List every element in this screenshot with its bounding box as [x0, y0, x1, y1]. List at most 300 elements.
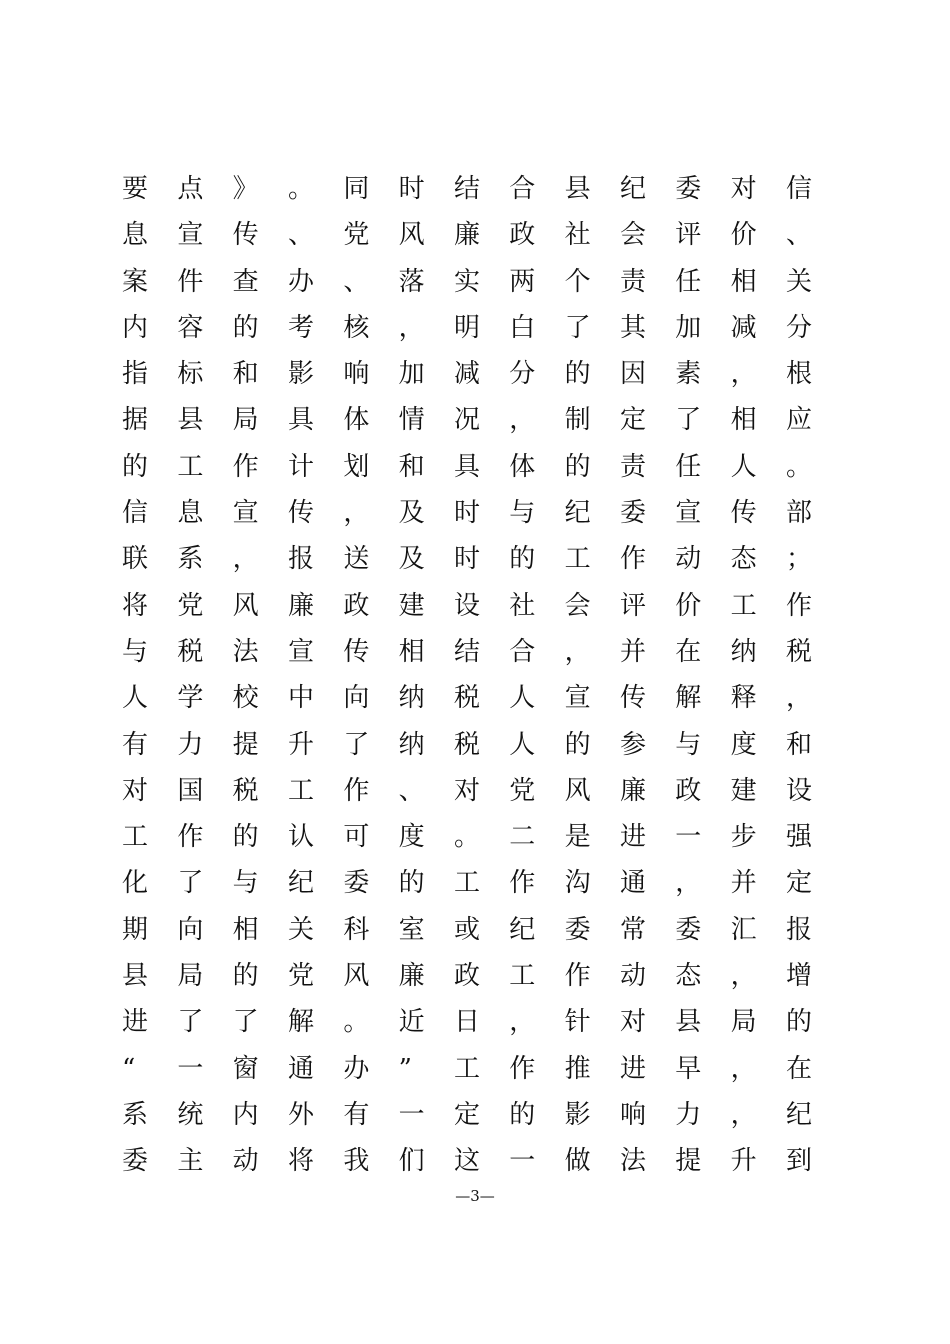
text-line [122, 583, 812, 629]
text-char: 的 [509, 544, 536, 575]
text-char: 党 [343, 220, 370, 251]
text-char: 税 [453, 729, 480, 760]
text-char: 期 [122, 914, 149, 945]
text-char: 针 [564, 1007, 591, 1038]
text-char: 在 [675, 636, 702, 667]
text-char: 二 [509, 822, 536, 853]
text-char: 与 [675, 729, 702, 760]
text-char: 作 [343, 775, 370, 806]
text-char: 对 [122, 775, 149, 806]
text-char: 查 [232, 266, 259, 297]
text-char: ， [730, 1099, 757, 1130]
text-char: 局 [232, 405, 259, 436]
text-char: ， [675, 868, 702, 899]
text-char: 。 [453, 822, 480, 853]
text-char: 提 [232, 729, 259, 760]
text-char: 纳 [730, 636, 757, 667]
text-char: 据 [122, 405, 149, 436]
text-line [122, 860, 812, 906]
text-char: 的 [785, 1007, 812, 1038]
text-char: 与 [509, 498, 536, 529]
text-char: 推 [564, 1053, 591, 1084]
text-char: ， [730, 359, 757, 390]
text-char: 应 [785, 405, 812, 436]
text-char: 个 [564, 266, 591, 297]
text-char: 委 [619, 498, 646, 529]
text-char: 和 [398, 451, 425, 482]
text-char: 的 [564, 729, 591, 760]
text-char: 减 [453, 359, 480, 390]
text-char: 减 [730, 312, 757, 343]
text-char: ， [509, 1007, 536, 1038]
text-char: 校 [232, 683, 259, 714]
text-char: 人 [509, 729, 536, 760]
text-char: 传 [730, 498, 757, 529]
text-char: 局 [730, 1007, 757, 1038]
text-char: 纪 [509, 914, 536, 945]
text-char: 相 [398, 636, 425, 667]
text-char: 作 [785, 590, 812, 621]
text-char: 人 [509, 683, 536, 714]
text-char: 态 [730, 544, 757, 575]
text-char: 报 [287, 544, 314, 575]
text-char: 沟 [564, 868, 591, 899]
text-char: 的 [509, 1099, 536, 1130]
text-char: 县 [122, 961, 149, 992]
text-char: 动 [619, 961, 646, 992]
text-char: 素 [675, 359, 702, 390]
text-char: 加 [675, 312, 702, 343]
text-char: 定 [619, 405, 646, 436]
text-char: 税 [453, 683, 480, 714]
text-char: ， [398, 312, 425, 343]
text-char: 关 [287, 914, 314, 945]
text-char: 到 [785, 1146, 812, 1177]
text-char: 廉 [398, 961, 425, 992]
text-char: 价 [675, 590, 702, 621]
text-char: 将 [287, 1146, 314, 1177]
text-char: 影 [564, 1099, 591, 1130]
text-char: 县 [177, 405, 204, 436]
text-char: 信 [785, 174, 812, 204]
text-char: 学 [177, 683, 204, 714]
text-char: 件 [177, 266, 204, 297]
text-char: 委 [343, 868, 370, 899]
text-char: 时 [453, 498, 480, 529]
text-char: “ [122, 1053, 136, 1084]
text-char: 建 [730, 775, 757, 806]
text-char: 步 [730, 822, 757, 853]
text-char: 党 [287, 961, 314, 992]
text-char: 。 [287, 174, 314, 204]
text-char: 响 [619, 1099, 646, 1130]
text-char: ” [398, 1053, 412, 1084]
text-char: 动 [675, 544, 702, 575]
text-char: 一 [398, 1099, 425, 1130]
text-char: 息 [177, 498, 204, 529]
text-char: 并 [619, 636, 646, 667]
text-char: 风 [232, 590, 259, 621]
text-char: 对 [619, 1007, 646, 1038]
text-char: 通 [287, 1053, 314, 1084]
text-char: 传 [619, 683, 646, 714]
text-char: 及 [398, 498, 425, 529]
text-char: 风 [343, 961, 370, 992]
text-char: 制 [564, 405, 591, 436]
text-char: 工 [453, 868, 480, 899]
text-char: 根 [785, 359, 812, 390]
text-char: 况 [453, 405, 480, 436]
text-char: 委 [564, 914, 591, 945]
text-char: 时 [453, 544, 480, 575]
text-char: 点 [177, 174, 204, 204]
text-char: 实 [453, 266, 480, 297]
text-char: 明 [453, 312, 480, 343]
text-char: 相 [232, 914, 259, 945]
text-char: ， [509, 405, 536, 436]
text-line [122, 1092, 812, 1138]
text-char: 是 [564, 822, 591, 853]
text-char: 风 [398, 220, 425, 251]
text-char: 国 [177, 775, 204, 806]
body-text [122, 166, 812, 1185]
text-char: 汇 [730, 914, 757, 945]
text-char: 动 [232, 1146, 259, 1177]
text-char: 传 [287, 498, 314, 529]
text-char: 工 [564, 544, 591, 575]
text-char: 作 [177, 822, 204, 853]
text-char: 了 [343, 729, 370, 760]
text-char: 其 [619, 312, 646, 343]
text-char: 党 [509, 775, 536, 806]
text-char: 有 [343, 1099, 370, 1130]
text-char: 落 [398, 266, 425, 297]
text-char: 、 [343, 266, 370, 297]
text-char: 时 [398, 174, 425, 204]
text-char: 考 [287, 312, 314, 343]
text-line [122, 305, 812, 351]
text-line [122, 536, 812, 582]
text-char: 的 [564, 451, 591, 482]
text-char: 体 [343, 405, 370, 436]
text-char: 宣 [232, 498, 259, 529]
text-char: 设 [453, 590, 480, 621]
text-char: 力 [675, 1099, 702, 1130]
text-char: ， [232, 544, 259, 575]
text-char: 联 [122, 544, 149, 575]
text-char: 认 [287, 822, 314, 853]
text-line [122, 953, 812, 999]
text-char: 评 [675, 220, 702, 251]
text-char: 县 [564, 174, 591, 204]
text-char: 人 [730, 451, 757, 482]
text-char: 廉 [619, 775, 646, 806]
text-char: 作 [509, 868, 536, 899]
text-char: 划 [343, 451, 370, 482]
text-char: 同 [343, 174, 370, 204]
text-char: 结 [453, 636, 480, 667]
text-char: 并 [730, 868, 757, 899]
text-char: 相 [730, 405, 757, 436]
text-char: 纪 [287, 868, 314, 899]
text-char: 一 [509, 1146, 536, 1177]
text-char: 指 [122, 359, 149, 390]
text-line [122, 1046, 812, 1092]
text-char: 定 [785, 868, 812, 899]
text-char: 局 [177, 961, 204, 992]
text-char: 向 [177, 914, 204, 945]
text-char: 系 [177, 544, 204, 575]
text-char: 分 [785, 312, 812, 343]
text-char: 政 [675, 775, 702, 806]
text-char: 室 [398, 914, 425, 945]
text-char: 内 [122, 312, 149, 343]
text-char: 了 [564, 312, 591, 343]
text-char: ， [730, 1053, 757, 1084]
text-char: 。 [343, 1007, 370, 1038]
text-char: 作 [564, 961, 591, 992]
text-char: 价 [730, 220, 757, 251]
text-char: 态 [675, 961, 702, 992]
text-char: ， [785, 683, 812, 714]
text-char: 税 [785, 636, 812, 667]
text-char: 影 [287, 359, 314, 390]
text-char: 宣 [564, 683, 591, 714]
text-char: 纪 [785, 1099, 812, 1130]
text-char: 及 [398, 544, 425, 575]
text-char: 工 [287, 775, 314, 806]
text-char: 相 [730, 266, 757, 297]
text-char: ， [730, 961, 757, 992]
text-char: 纳 [398, 729, 425, 760]
text-char: 息 [122, 220, 149, 251]
text-char: 任 [675, 451, 702, 482]
text-char: 委 [675, 174, 702, 204]
text-char: 社 [564, 220, 591, 251]
text-char: 增 [785, 961, 812, 992]
text-char: 进 [619, 822, 646, 853]
text-char: 外 [287, 1099, 314, 1130]
text-char: 了 [177, 868, 204, 899]
text-char: 升 [730, 1146, 757, 1177]
text-line [122, 397, 812, 443]
text-char: 进 [619, 1053, 646, 1084]
text-line [122, 814, 812, 860]
text-char: 日 [453, 1007, 480, 1038]
text-line [122, 351, 812, 397]
text-char: 窗 [232, 1053, 259, 1084]
text-char: 解 [287, 1007, 314, 1038]
text-char: 工 [453, 1053, 480, 1084]
text-char: 县 [675, 1007, 702, 1038]
text-char: 任 [675, 266, 702, 297]
text-char: 廉 [287, 590, 314, 621]
text-char: 统 [177, 1099, 204, 1130]
text-char: 税 [232, 775, 259, 806]
text-char: 办 [287, 266, 314, 297]
text-char: 和 [232, 359, 259, 390]
text-char: 工 [730, 590, 757, 621]
text-char: 责 [619, 266, 646, 297]
text-char: 可 [343, 822, 370, 853]
text-char: ， [343, 498, 370, 529]
text-char: 党 [177, 590, 204, 621]
text-line [122, 1138, 812, 1184]
text-char: 社 [509, 590, 536, 621]
text-char: 要 [122, 174, 149, 204]
text-line [122, 675, 812, 721]
text-char: 办 [343, 1053, 370, 1084]
text-char: 度 [730, 729, 757, 760]
text-char: 我 [343, 1146, 370, 1177]
text-char: 通 [619, 868, 646, 899]
text-char: 的 [232, 312, 259, 343]
text-line [122, 490, 812, 536]
text-char: 响 [343, 359, 370, 390]
text-char: 加 [398, 359, 425, 390]
text-char: 关 [785, 266, 812, 297]
text-char: 法 [619, 1146, 646, 1177]
text-char: 因 [619, 359, 646, 390]
text-char: 建 [398, 590, 425, 621]
text-char: 的 [564, 359, 591, 390]
text-char: 纪 [564, 498, 591, 529]
text-char: 化 [122, 868, 149, 899]
text-char: 政 [509, 220, 536, 251]
text-char: 力 [177, 729, 204, 760]
text-char: 纳 [398, 683, 425, 714]
text-char: 、 [785, 220, 812, 251]
text-char: 了 [177, 1007, 204, 1038]
text-char: 信 [122, 498, 149, 529]
text-char: 案 [122, 266, 149, 297]
text-char: 分 [509, 359, 536, 390]
text-char: 对 [730, 174, 757, 204]
text-char: 标 [177, 359, 204, 390]
text-line [122, 722, 812, 768]
text-char: 对 [453, 775, 480, 806]
text-char: 工 [177, 451, 204, 482]
text-char: 评 [619, 590, 646, 621]
text-char: 的 [398, 868, 425, 899]
text-char: 一 [675, 822, 702, 853]
text-char: 这 [453, 1146, 480, 1177]
text-char: 传 [343, 636, 370, 667]
text-char: 情 [398, 405, 425, 436]
text-char: 系 [122, 1099, 149, 1130]
text-char: 税 [177, 636, 204, 667]
text-char: 作 [509, 1053, 536, 1084]
text-char: 计 [287, 451, 314, 482]
text-char: 工 [122, 822, 149, 853]
text-char: 政 [343, 590, 370, 621]
text-char: 》 [232, 174, 259, 204]
text-char: 的 [232, 961, 259, 992]
text-char: 释 [730, 683, 757, 714]
text-char: 结 [453, 174, 480, 204]
text-char: 参 [619, 729, 646, 760]
text-line [122, 444, 812, 490]
text-char: 了 [232, 1007, 259, 1038]
text-char: 们 [398, 1146, 425, 1177]
text-char: 委 [675, 914, 702, 945]
text-char: 、 [287, 220, 314, 251]
text-char: 具 [453, 451, 480, 482]
text-char: 传 [232, 220, 259, 251]
text-char: 白 [509, 312, 536, 343]
text-char: 法 [232, 636, 259, 667]
text-char: 将 [122, 590, 149, 621]
text-char: 升 [287, 729, 314, 760]
text-char: 在 [785, 1053, 812, 1084]
text-char: 向 [343, 683, 370, 714]
text-line [122, 259, 812, 305]
text-char: 、 [398, 775, 425, 806]
text-char: 中 [287, 683, 314, 714]
text-char: 设 [785, 775, 812, 806]
text-char: 具 [287, 405, 314, 436]
text-char: 报 [785, 914, 812, 945]
text-line [122, 629, 812, 675]
text-char: 进 [122, 1007, 149, 1038]
page-number: —3— [455, 1187, 495, 1205]
text-char: 委 [122, 1146, 149, 1177]
text-char: 近 [398, 1007, 425, 1038]
text-char: 度 [398, 822, 425, 853]
text-char: 廉 [453, 220, 480, 251]
text-char: 政 [453, 961, 480, 992]
text-char: 了 [675, 405, 702, 436]
text-char: 工 [509, 961, 536, 992]
text-char: 有 [122, 729, 149, 760]
text-char: 与 [122, 636, 149, 667]
text-char: 纪 [619, 174, 646, 204]
text-char: 作 [232, 451, 259, 482]
text-line [122, 212, 812, 258]
text-char: 常 [619, 914, 646, 945]
text-char: 一 [177, 1053, 204, 1084]
text-char: 部 [785, 498, 812, 529]
text-line [122, 907, 812, 953]
text-char: ； [785, 544, 812, 575]
text-char: 和 [785, 729, 812, 760]
text-char: 的 [232, 822, 259, 853]
text-char: 早 [675, 1053, 702, 1084]
text-char: 定 [453, 1099, 480, 1130]
text-char: 人 [122, 683, 149, 714]
text-char: 宣 [675, 498, 702, 529]
text-char: 会 [619, 220, 646, 251]
text-char: 容 [177, 312, 204, 343]
text-char: 作 [619, 544, 646, 575]
text-char: 解 [675, 683, 702, 714]
text-char: 科 [343, 914, 370, 945]
text-char: 主 [177, 1146, 204, 1177]
text-char: 。 [785, 451, 812, 482]
text-char: 两 [509, 266, 536, 297]
text-char: 核 [343, 312, 370, 343]
text-line [122, 768, 812, 814]
text-char: 体 [509, 451, 536, 482]
text-char: 内 [232, 1099, 259, 1130]
text-char: 的 [122, 451, 149, 482]
text-char: 提 [675, 1146, 702, 1177]
text-char: 合 [509, 636, 536, 667]
text-char: 宣 [177, 220, 204, 251]
text-char: 风 [564, 775, 591, 806]
text-char: ， [564, 636, 591, 667]
text-char: 责 [619, 451, 646, 482]
